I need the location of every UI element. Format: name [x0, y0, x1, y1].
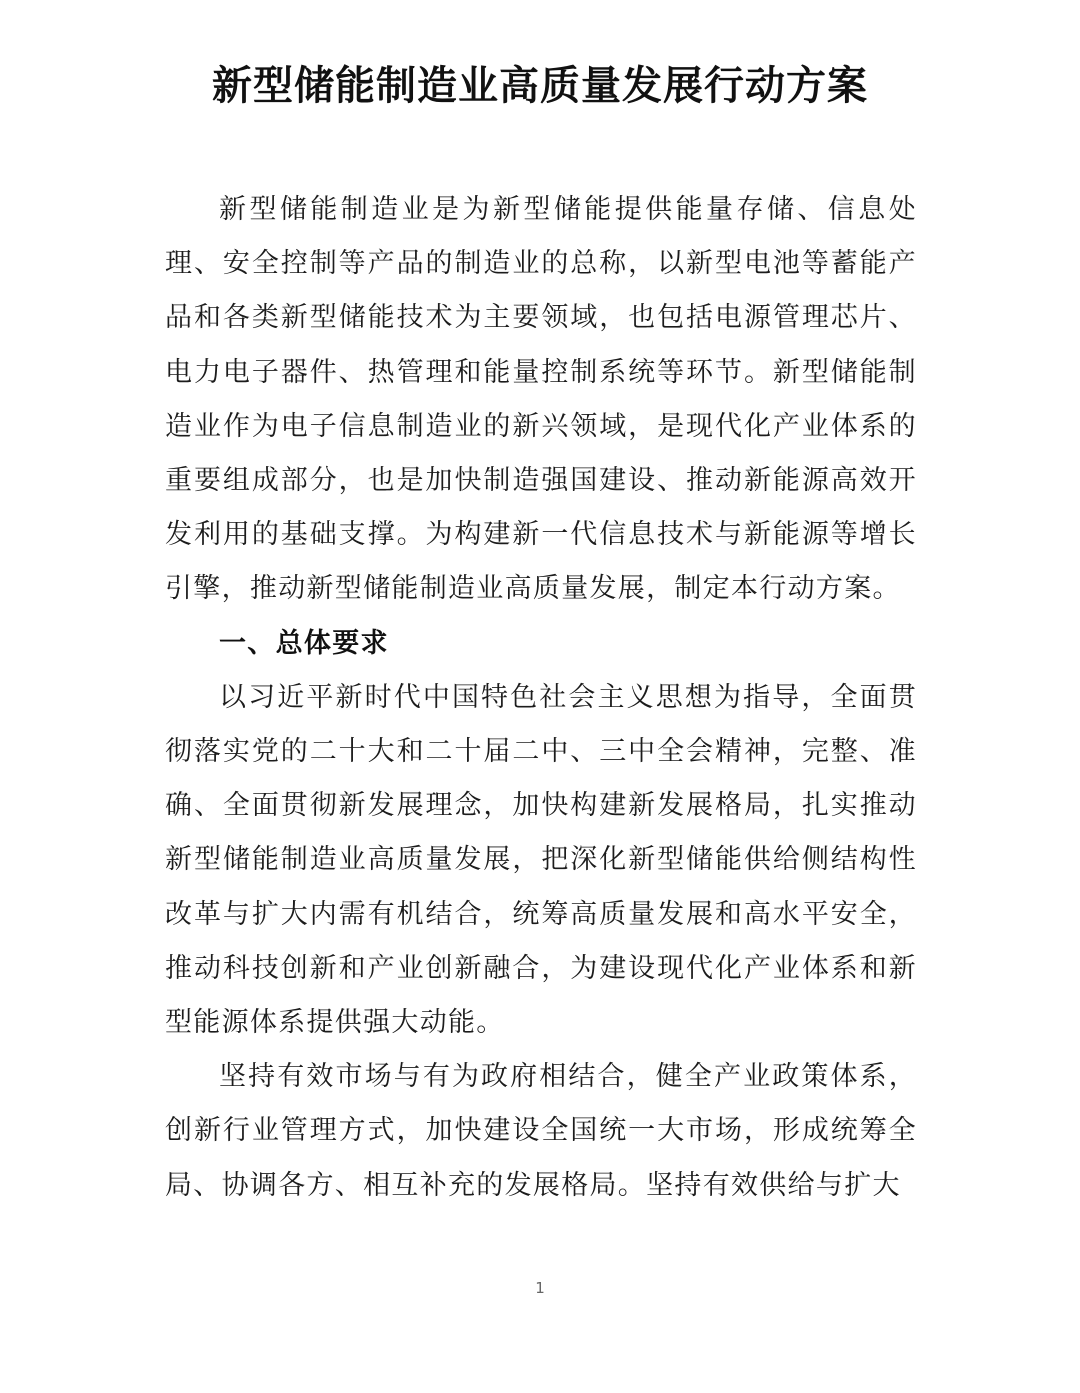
- principles-paragraph: 坚持有效市场与有为政府相结合，健全产业政策体系，创新行业管理方式，加快建设全国统一大市场，形成统筹全局、协调各方、相互补充的发展格局。坚持有效供给与扩大: [165, 1061, 917, 1201]
- guiding-ideology-paragraph: 以习近平新时代中国特色社会主义思想为指导，全面贯彻落实党的二十大和二十届二中、三中全会精神，完整、准确、全面贯彻新发展理念，加快构建新发展格局，扎实推动新型储能制造业高质量发展，把深化新型储能供给侧结构性改革与扩大内需有机结合，统筹高质量发展和高水平安全，推动科技创新和产业创新融合，为建设现代化产业体系和新型能源体系提供强大动能。: [165, 681, 917, 1039]
- section-heading: 一、总体要求: [219, 627, 389, 659]
- intro-paragraph: 新型储能制造业是为新型储能提供能量存储、信息处理、安全控制等产品的制造业的总称，以新型电池等蓄能产品和各类新型储能技术为主要领域，也包括电源管理芯片、电力电子器件、热管理和能量控制系统等环节。新型储能制造业作为电子信息制造业的新兴领域，是现代化产业体系的重要组成部分，也是加快制造强国建设、推动新能源高效开发利用的基础支撑。为构建新一代信息技术与新能源等增长引擎，推动新型储能制造业高质量发展，制定本行动方案。: [165, 194, 917, 605]
- document-title: 新型储能制造业高质量发展行动方案: [212, 62, 868, 109]
- document-body: [165, 183, 917, 1213]
- page-number: 1: [535, 1279, 545, 1297]
